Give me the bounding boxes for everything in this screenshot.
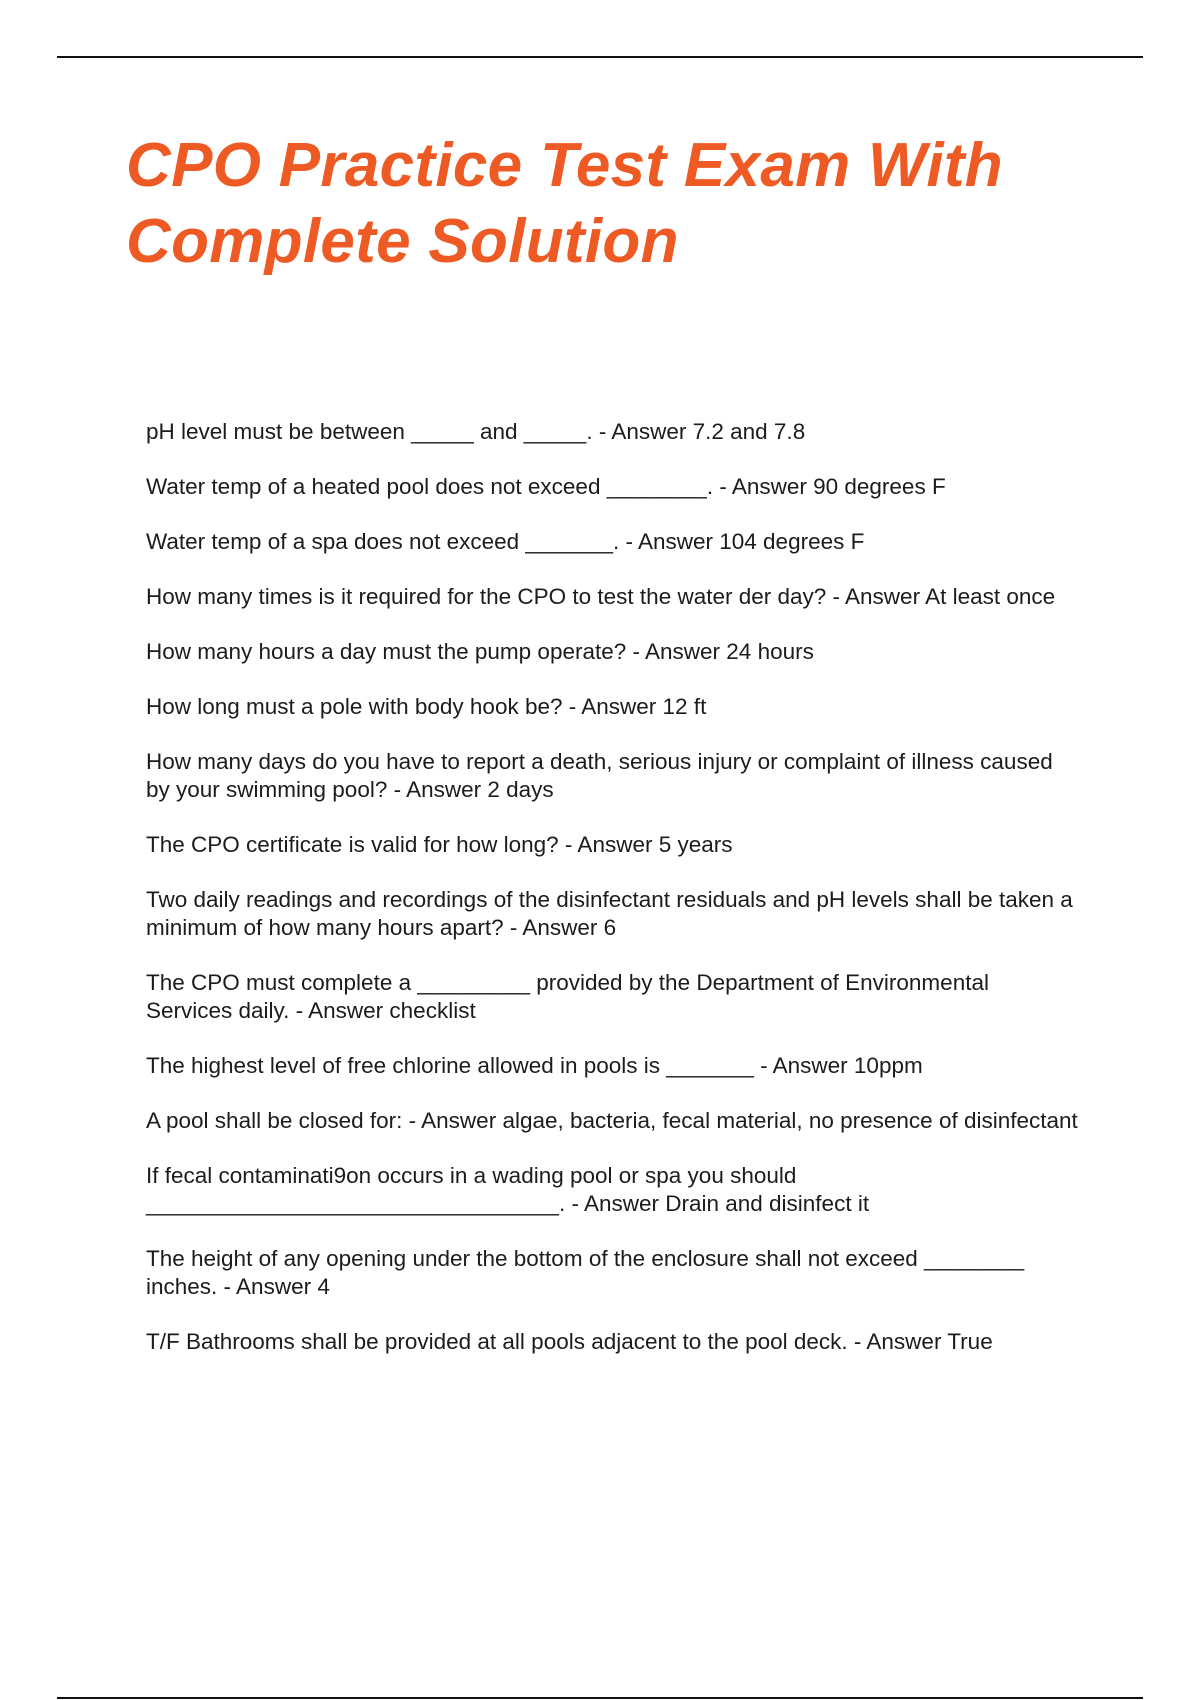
question-item: How many days do you have to report a death, serious injury or complaint of illness caused by your swimming pool? - Answer 2 days [146,749,1053,802]
title-line-1: CPO Practice Test Exam With [126,131,1003,200]
page-title [126,128,1086,280]
question-item: Water temp of a heated pool does not exceed ________. - Answer 90 degrees F [146,474,946,499]
bottom-rule [57,1697,1143,1699]
question-item: How many times is it required for the CPO to test the water der day? - Answer At least once [146,584,1056,609]
top-rule [57,56,1143,58]
question-item: Two daily readings and recordings of the disinfectant residuals and pH levels shall be taken a minimum of how many hours apart? - Answer 6 [146,887,1073,940]
question-item: How long must a pole with body hook be? - Answer 12 ft [146,694,707,719]
question-item: The CPO certificate is valid for how long? - Answer 5 years [146,832,733,857]
question-item: The CPO must complete a _________ provided by the Department of Environmental Services daily. - Answer checklist [146,970,989,1023]
question-list [146,418,1081,1383]
question-item: The height of any opening under the bottom of the enclosure shall not exceed ________ inches. - Answer 4 [146,1246,1025,1299]
question-item: Water temp of a spa does not exceed _______. - Answer 104 degrees F [146,529,865,554]
question-item: A pool shall be closed for: - Answer algae, bacteria, fecal material, no presence of disinfectant [146,1108,1078,1133]
question-item: pH level must be between _____ and _____. - Answer 7.2 and 7.8 [146,419,806,444]
question-item: How many hours a day must the pump operate? - Answer 24 hours [146,639,814,664]
question-item: If fecal contaminati9on occurs in a wading pool or spa you should _________________________________. - Answer Drain and disinfect it [146,1163,870,1216]
question-item: The highest level of free chlorine allowed in pools is _______ - Answer 10ppm [146,1053,923,1078]
question-item: T/F Bathrooms shall be provided at all pools adjacent to the pool deck. - Answer True [146,1329,993,1354]
title-line-2: Complete Solution [126,207,679,276]
